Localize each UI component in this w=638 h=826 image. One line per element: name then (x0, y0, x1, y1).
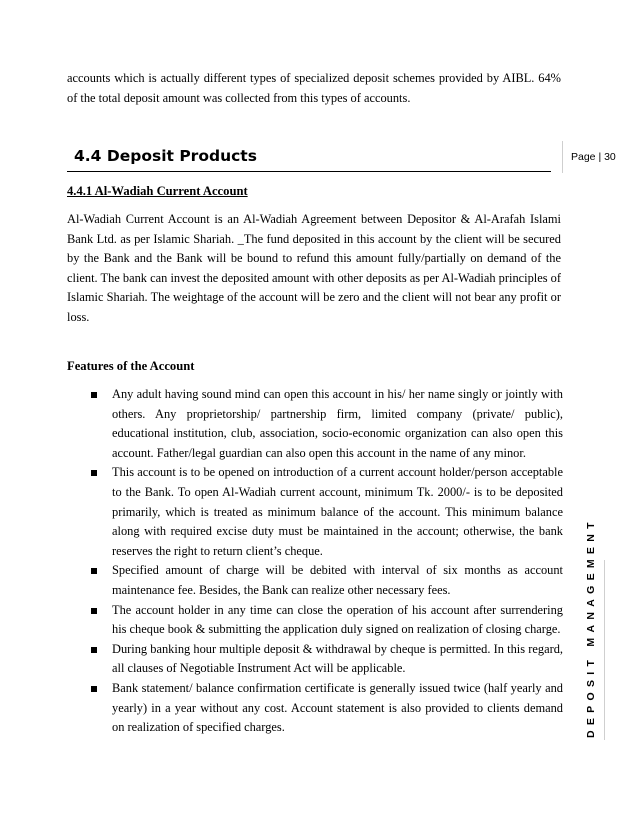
subsection-heading: 4.4.1 Al-Wadiah Current Account (67, 184, 248, 198)
feature-text: Bank statement/ balance confirmation certificate is generally issued twice (half yearly and yearly) in a year without any cost. Account statement is also provided to clients demand on realization of specified charges. (112, 680, 563, 735)
bullet-square-icon (91, 647, 97, 653)
bullet-square-icon (91, 392, 97, 398)
bullet-square-icon (91, 470, 97, 476)
features-heading: Features of the Account (67, 359, 195, 373)
feature-item (91, 679, 563, 738)
side-running-header: DEPOSIT MANAGEMENT (585, 517, 597, 738)
feature-text: Specified amount of charge will be debited with interval of six months as account maintenance fee. Besides, the Bank can realize other necessary fees. (112, 563, 563, 597)
page-label-divider (562, 141, 563, 173)
feature-item (91, 463, 563, 561)
feature-item (91, 601, 563, 640)
features-list (91, 385, 563, 738)
feature-item (91, 385, 563, 463)
feature-item (91, 561, 563, 600)
side-divider (604, 560, 605, 740)
feature-text: During banking hour multiple deposit & withdrawal by cheque is permitted. In this regard, all clauses of Negotiable Instrument Act will be applicable. (112, 641, 563, 676)
bullet-square-icon (91, 568, 97, 574)
bullet-square-icon (91, 686, 97, 692)
intro-paragraph: accounts which is actually different types of specialized deposit schemes provided by AIBL. 64% of the total deposit amount was collected from this types of accounts. (67, 71, 561, 105)
feature-item (91, 640, 563, 679)
heading-rule (67, 171, 551, 172)
feature-text: Any adult having sound mind can open this account in his/ her name singly or jointly with others. Any proprietorship/ partnership firm, limited company (private/ public), educational institution, club, association, socio-economic organization can also open this account. Father/legal guardian can also open this account in the name of any minor. (112, 387, 563, 460)
section-heading: 4.4 Deposit Products (74, 147, 257, 165)
feature-text: This account is to be opened on introduction of a current account holder/person acceptable to the Bank. To open Al-Wadiah current account, minimum Tk. 2000/- is to be deposited primarily, which is treated as minimum balance of the account. This minimum balance along with required excise duty must be maintained in the account; otherwise, the bank reserves the right to return client’s cheque. (112, 465, 563, 558)
bullet-square-icon (91, 608, 97, 614)
subsection-paragraph: Al-Wadiah Current Account is an Al-Wadiah Agreement between Depositor & Al-Arafah Islami Bank Ltd. as per Islamic Shariah. _The fund deposited in this account by the client will be secured by the Bank and the Bank will be bound to refund this amount fully/partially on demand of the client. The bank can invest the deposited amount with other deposits as per Al-Wadiah principles of Islamic Shariah. The weightage of the account will be zero and the client will not bear any profit or loss. (67, 212, 561, 324)
page-number: Page | 30 (571, 151, 616, 163)
feature-text: The account holder in any time can close the operation of his account after surrendering his cheque book & submitting the application duly signed on realization of closing charge. (112, 602, 563, 637)
